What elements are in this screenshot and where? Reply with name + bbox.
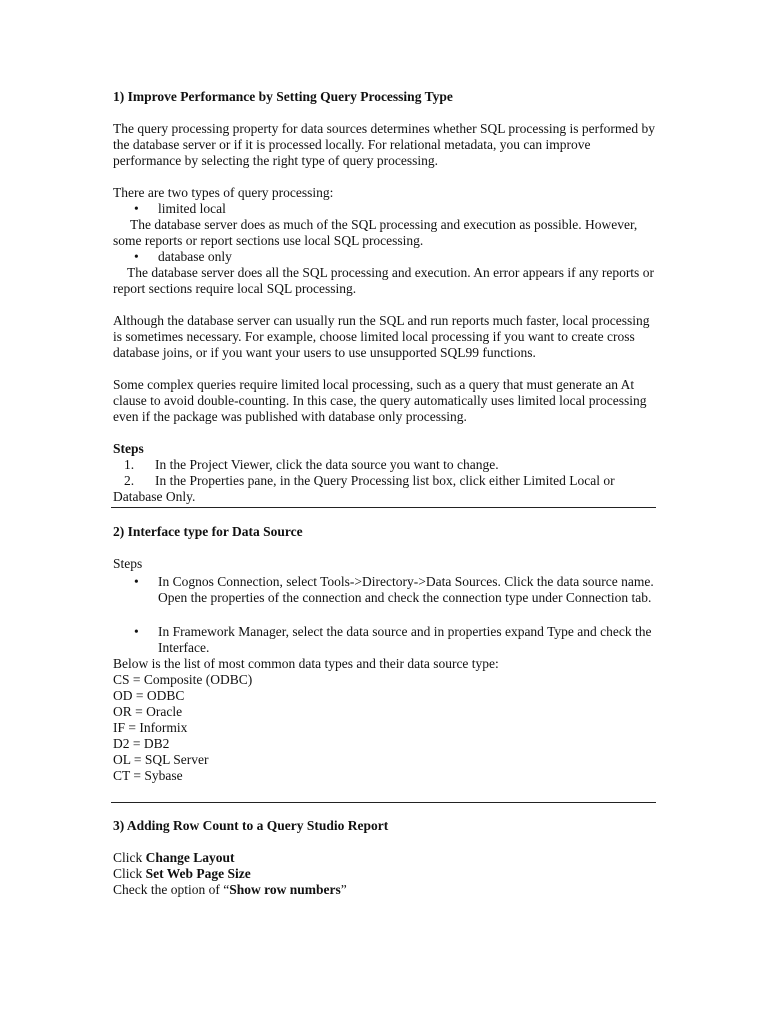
instruction-line — [113, 850, 658, 866]
list-item — [113, 574, 658, 622]
bullet-icon: • — [134, 574, 139, 589]
section2-list-intro: Below is the list of most common data types and their data source type: — [113, 656, 499, 671]
section1-intro: The query processing property for data sources determines whether SQL processing is performed by the database server or if it is processed locally. For relational metadata, you can improve performance by selecting the right type of query processing. — [113, 121, 655, 168]
para-although: Although the database server can usually run the SQL and run reports much faster, local processing is sometimes necessary. For example, choose limited local processing if you want to create cross database joins, or if you want your users to use unsupported SQL99 functions. — [113, 313, 650, 360]
bullet-text: In Framework Manager, select the data source and in properties expand Type and check the Interface. — [158, 624, 652, 655]
type2-desc: The database server does all the SQL processing and execution. An error appears if any reports or report sections require local SQL processing. — [113, 265, 654, 296]
list-item: D2 = DB2 — [113, 736, 170, 751]
section3-heading: 3) Adding Row Count to a Query Studio Report — [113, 818, 389, 833]
step-text: In the Properties pane, in the Query Processing list box, click either Limited Local or Database Only. — [113, 473, 615, 504]
list-item: CS = Composite (ODBC) — [113, 672, 253, 687]
step-number: 1. — [124, 457, 135, 472]
list-item: CT = Sybase — [113, 768, 183, 783]
instruction-line — [113, 866, 658, 882]
list-item — [113, 624, 658, 656]
document-page — [113, 89, 658, 898]
step-text: In the Project Viewer, click the data source you want to change. — [155, 457, 499, 472]
type1-desc: The database server does as much of the SQL processing and execution as possible. However, some reports or report sections use local SQL processing. — [113, 217, 638, 248]
bullet-icon: • — [134, 201, 139, 216]
section1-heading: 1) Improve Performance by Setting Query Processing Type — [113, 89, 453, 104]
list-item — [113, 249, 658, 265]
instruction-text: Click — [113, 866, 146, 881]
instruction-text: Check the option of “ — [113, 882, 230, 897]
section2-heading: 2) Interface type for Data Source — [113, 524, 303, 539]
list-item: OR = Oracle — [113, 704, 183, 719]
type2-label: database only — [158, 249, 232, 264]
step-item — [113, 473, 658, 505]
list-item: IF = Informix — [113, 720, 188, 735]
para-complex: Some complex queries require limited local processing, such as a query that must generate an At clause to avoid double-counting. In this case, the query automatically uses limited local processing even if the package was published with database only processing. — [113, 377, 647, 424]
bullet-icon: • — [134, 624, 139, 639]
instruction-text: ” — [340, 882, 347, 897]
list-item — [113, 201, 658, 217]
type1-label: limited local — [158, 201, 226, 216]
bullet-text: In Cognos Connection, select Tools->Directory->Data Sources. Click the data source name. Open the properties of the connection and check the connection type under Connection tab. — [158, 574, 654, 605]
instruction-bold: Set Web Page Size — [145, 866, 251, 881]
step-item — [113, 457, 658, 473]
instruction-text: Click — [113, 850, 146, 865]
list-item: OD = ODBC — [113, 688, 185, 703]
list-item: OL = SQL Server — [113, 752, 209, 767]
section1-types-intro: There are two types of query processing: — [113, 185, 334, 200]
section2-steps-label: Steps — [113, 556, 143, 571]
instruction-bold: Show row numbers — [229, 882, 341, 897]
section1-steps-label: Steps — [113, 441, 144, 456]
step-number: 2. — [124, 473, 135, 488]
bullet-icon: • — [134, 249, 139, 264]
instruction-bold: Change Layout — [145, 850, 235, 865]
instruction-line — [113, 882, 658, 898]
